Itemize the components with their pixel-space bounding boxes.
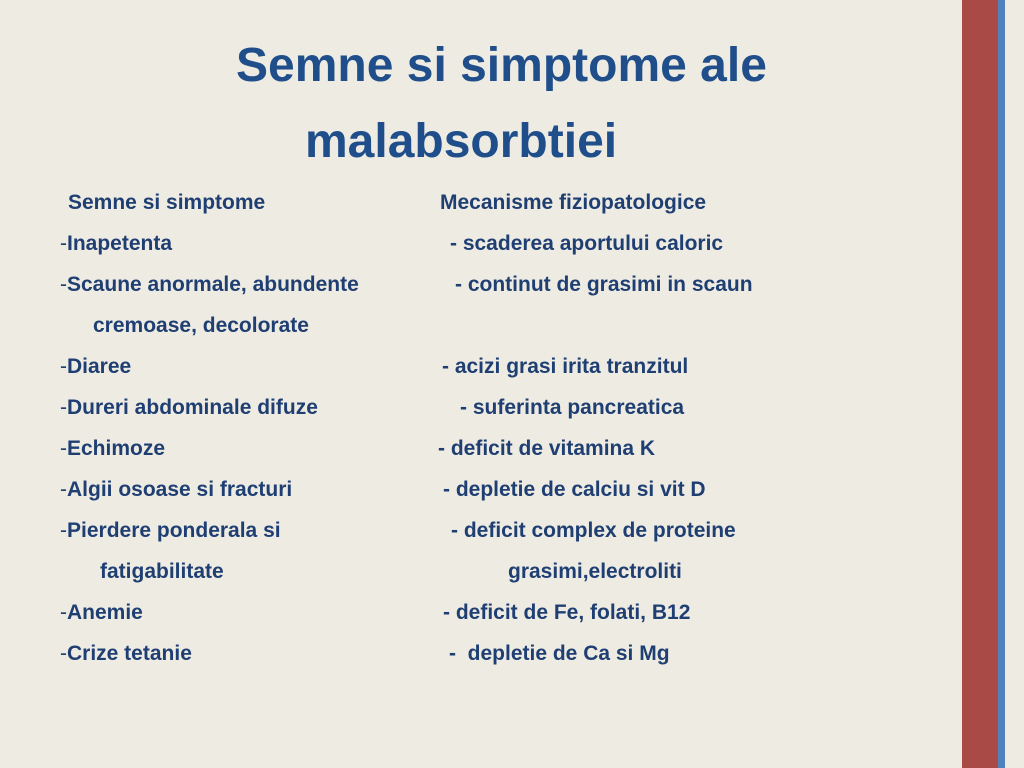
sign-text: Scaune anormale, abundente (67, 273, 359, 296)
decorative-red-bar (962, 0, 998, 768)
list-item-sign (60, 479, 292, 500)
list-item-sign (60, 397, 318, 418)
decorative-blue-bar (998, 0, 1005, 768)
list-item-mechanism: - acizi grasi irita tranzitul (442, 355, 689, 378)
list-item-mechanism: - scaderea aportului caloric (450, 232, 724, 255)
list-item-mechanism: - suferinta pancreatica (460, 396, 685, 419)
list-item-sign (60, 274, 359, 295)
dash: - (60, 519, 67, 542)
list-item-sign (60, 233, 172, 254)
dash: - (60, 642, 67, 665)
column-header-signs: Semne si simptome (68, 191, 266, 214)
dash: - (60, 601, 67, 624)
dash: - (60, 478, 67, 501)
dash: - (60, 273, 67, 296)
dash: - (60, 437, 67, 460)
list-item-mechanism: - deficit de Fe, folati, B12 (443, 601, 691, 624)
dash: - (60, 355, 67, 378)
sign-text: Pierdere ponderala si (67, 519, 281, 542)
sign-text: Algii osoase si fracturi (67, 478, 293, 501)
list-item-mechanism: - depletie de calciu si vit D (443, 478, 706, 501)
decorative-edge-strip (1005, 0, 1024, 768)
list-item-sign (60, 520, 281, 541)
list-item-mechanism: - continut de grasimi in scaun (455, 273, 753, 296)
list-item-sign (60, 356, 131, 377)
slide-title-line-1: Semne si simptome ale (236, 39, 767, 92)
slide-title-line-2: malabsorbtiei (305, 115, 618, 168)
list-item-sign (60, 602, 143, 623)
dash: - (60, 232, 67, 255)
list-item-sign (60, 643, 192, 664)
list-item-mechanism-continuation: grasimi,electroliti (508, 560, 682, 583)
column-header-mechanisms: Mecanisme fiziopatologice (440, 191, 707, 214)
sign-text: Diaree (67, 355, 132, 378)
sign-text: Crize tetanie (67, 642, 192, 665)
sign-text: Dureri abdominale difuze (67, 396, 318, 419)
list-item-mechanism: - deficit complex de proteine (451, 519, 736, 542)
sign-text: Anemie (67, 601, 143, 624)
dash: - (60, 396, 67, 419)
list-item-mechanism: - depletie de Ca si Mg (449, 642, 670, 665)
list-item-sign (60, 438, 165, 459)
list-item-sign-continuation: fatigabilitate (100, 560, 224, 583)
list-item-sign-continuation: cremoase, decolorate (93, 314, 309, 337)
list-item-mechanism: - deficit de vitamina K (438, 437, 656, 460)
sign-text: Inapetenta (67, 232, 173, 255)
sign-text: Echimoze (67, 437, 166, 460)
